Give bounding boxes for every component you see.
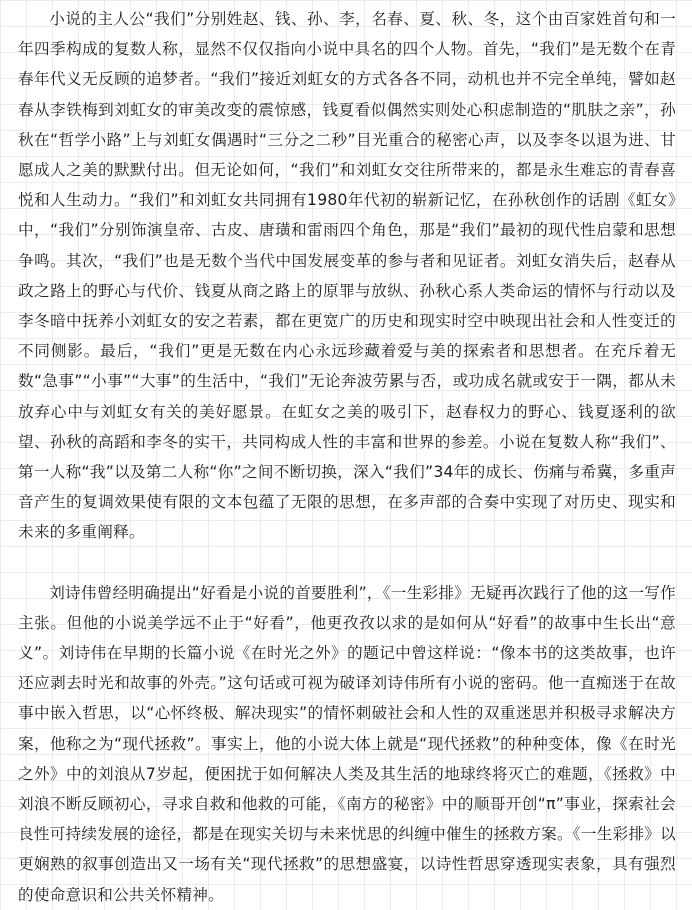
article-paragraph-1: 小说的主人公“我们”分别姓赵、钱、孙、李，名春、夏、秋、冬，这个由百家姓首句和一年四季构成的复数人称，显然不仅仅指向小说中具名的四个人物。首先，“我们”是无数个在青春年代义无反顾的追梦者。“我们”接近刘虹女的方式各各不同，动机也并不完全单纯，譬如赵春从李铁梅到刘虹女的审美改变的震惊感，钱夏看似偶然实则处心积虑制造的“肌肤之亲”，孙秋在“哲学小路”上与刘虹女偶遇时“三分之二秒”目光重合的秘密心声，以及李冬以退为进、甘愿成人之美的默默付出。但无论如何，“我们”和刘虹女交往所带来的，都是永生难忘的青春喜悦和人生动力。“我们”和刘虹女共同拥有1980年代初的崭新记忆，在孙秋创作的话剧《虹女》中，“我们”分别饰演皇帝、古皮、唐璜和雷雨四个角色，那是“我们”最初的现代性启蒙和思想争鸣。其次，“我们”也是无数个当代中国发展变革的参与者和见证者。刘虹女消失后，赵春从政之路上的野心与代价、钱夏从商之路上的原罪与放纵、孙秋心系人类命运的情怀与行动以及李冬暗中抚养小刘虹女的安之若素，都在更宽广的历史和现实时空中映现出社会和人性变迁的不同侧影。最后，“我们”更是无数在内心永远珍藏着爱与美的探索者和思想者。在充斥着无数“急事”“小事”“大事”的生活中，“我们”无论奔波劳累与否，或功成名就或安于一隅，都从未放弃心中与刘虹女有关的美好愿景。在虹女之美的吸引下，赵春权力的野心、钱夏逐利的欲望、孙秋的高蹈和李冬的实干，共同构成人性的丰富和世界的参差。小说在复数人称“我们”、第一人称“我”以及第二人称“你”之间不断切换，深入“我们”34年的成长、伤痛与希冀，多重声音产生的复调效果使有限的文本包蕴了无限的思想，在多声部的合奏中实现了对历史、现实和未来的多重阐释。 xyxy=(18,10,676,542)
paragraph-spacer xyxy=(18,548,676,578)
article-paragraph-2: 刘诗伟曾经明确提出“好看是小说的首要胜利”，《一生彩排》无疑再次践行了他的这一写作主张。但他的小说美学远不止于“好看”，他更孜孜以求的是如何从“好看”的故事中生长出“意义”。刘诗伟在早期的长篇小说《在时光之外》的题记中曾这样说：“像本书的这类故事，也许还应剥去时光和故事的外壳。”这句话或可视为破译刘诗伟所有小说的密码。他一直痴迷于在故事中嵌入哲思，以“心怀终极、解决现实”的情怀刺破社会和人性的双重迷思并积极寻求解决方案，他称之为“现代拯救”。事实上，他的小说大体上就是“现代拯救”的种种变体，像《在时光之外》中的刘浪从7岁起，便困扰于如何解决人类及其生活的地球终将灭亡的难题，《拯救》中刘浪不断反顾初心，寻求自救和他救的可能，《南方的秘密》中的顺哥开创“π”事业，探索社会良性可持续发展的途径，都是在现实关切与未来忧思的纠缠中催生的拯救方案。《一生彩排》以更娴熟的叙事创造出又一场有关“现代拯救”的思想盛宴，以诗性哲思穿透现实表象，具有强烈的使命意识和公共关怀精神。 xyxy=(18,583,676,904)
